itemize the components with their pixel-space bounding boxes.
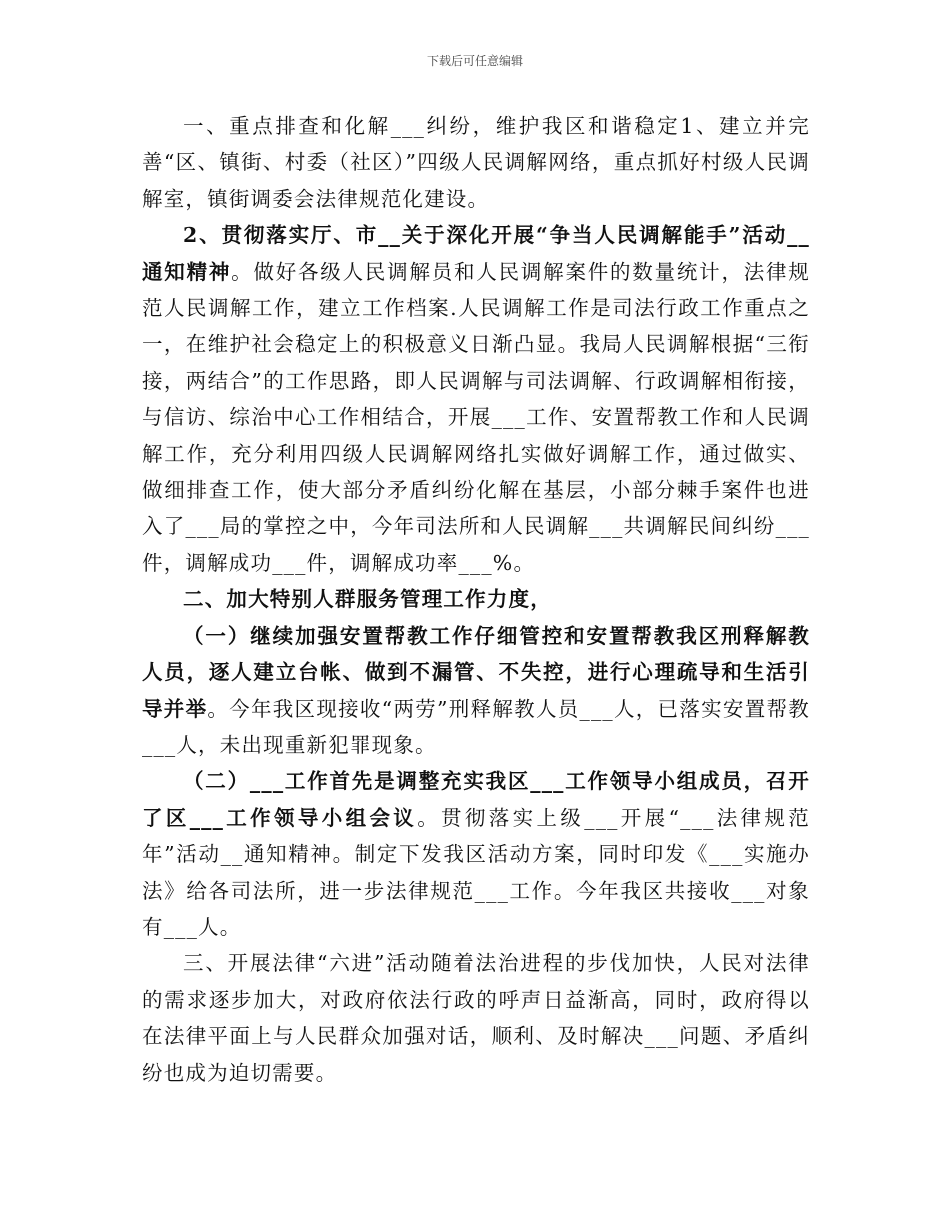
paragraph-5-bold: （二）___工作首先是调整充实我区___工作领导小组成员，召开了区___工作领导小组会议 (142, 769, 810, 830)
paragraph-2-bold: 2、贯彻落实厅、市__关于深化开展“争当人民调解能手”活动__通知精神 (142, 223, 810, 284)
paragraph-3-bold: 二、加大特别人群服务管理工作力度， (183, 587, 552, 612)
paragraph-4-text: 。今年我区现接收“两劳”刑释解教人员___人，已落实安置帮教___人，未出现重新犯罪现象。 (142, 696, 810, 757)
paragraph-1-text: 一、重点排查和化解___纠纷，维护我区和谐稳定1、建立并完善“区、镇街、村委（社区）”四级人民调解网络，重点抓好村级人民调解室，镇街调委会法律规范化建设。 (142, 114, 810, 211)
paragraph-4 (142, 618, 810, 764)
paragraph-2-text: 。做好各级人民调解员和人民调解案件的数量统计，法律规范人民调解工作，建立工作档案.人民调解工作是司法行政工作重点之一，在维护社会稳定上的积极意义日渐凸显。我局人民调解根据“三衔接，两结合”的工作思路，即人民调解与司法调解、行政调解相衔接，与信访、综治中心工作相结合，开展___工作、安置帮教工作和人民调解工作，充分利用四级人民调解网络扎实做好调解工作，通过做实、做细排查工作，使大部分矛盾纠纷化解在基层，小部分棘手案件也进入了___局的掌控之中，今年司法所和人民调解___共调解民间纠纷___件，调解成功___件，调解成功率___%。 (142, 259, 810, 575)
paragraph-2 (142, 217, 810, 581)
paragraph-5 (142, 763, 810, 945)
paragraph-6-text: 三、开展法律“六进”活动随着法治进程的步伐加快，人民对法律的需求逐步加大，对政府依法行政的呼声日益渐高，同时，政府得以在法律平面上与人民群众加强对话，顺利、及时解决___问题、矛盾纠纷也成为迫切需要。 (142, 951, 810, 1085)
paragraph-1 (142, 108, 810, 217)
page-header: 下载后可任意编辑 (426, 54, 523, 68)
paragraph-4-bold: （一）继续加强安置帮教工作仔细管控和安置帮教我区刑释解教人员，逐人建立台帐、做到不漏管、不失控，进行心理疏导和生活引导并举 (142, 623, 810, 721)
document-body (142, 108, 810, 1091)
paragraph-5-text: 。贯彻落实上级___开展“___法律规范年”活动__通知精神。制定下发我区活动方案，同时印发《___实施办法》给各司法所，进一步法律规范___工作。今年我区共接收___对象有___人。 (142, 805, 810, 939)
paragraph-3 (142, 581, 810, 617)
paragraph-6 (142, 945, 810, 1091)
